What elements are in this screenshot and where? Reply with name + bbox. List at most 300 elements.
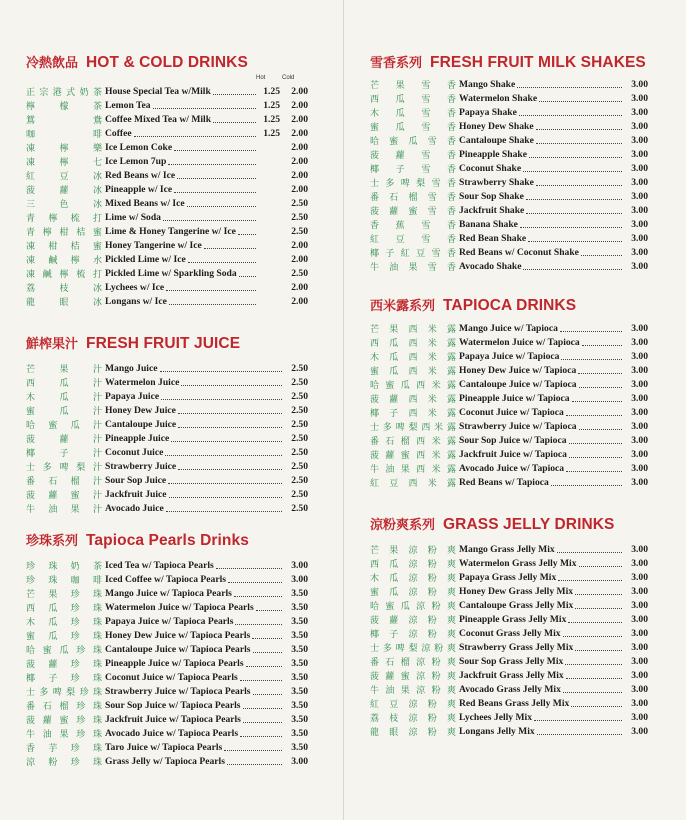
item-name-zh-glyph: 龍 [26, 297, 36, 308]
item-name-zh-glyph: 豆 [389, 699, 399, 710]
item-price: 3.00 [631, 204, 648, 216]
item-name: Strawberry Juice w/ Tapioca [459, 420, 577, 432]
menu-item [370, 640, 648, 654]
item-name-zh-glyph: 菠 [370, 206, 380, 217]
item-name-zh-glyph: 珍 [76, 701, 86, 712]
item-name-zh-glyph: 西 [416, 380, 426, 391]
item-name-zh [370, 627, 456, 640]
cold-price: 2.50 [291, 267, 308, 279]
item-name-zh-glyph: 七 [92, 157, 102, 168]
item-name-zh [26, 432, 102, 445]
item-name-zh [26, 197, 102, 210]
item-name-zh-glyph: 眼 [389, 727, 399, 738]
cold-label: Cold [282, 75, 295, 81]
item-name-zh-glyph: 梨 [416, 178, 426, 189]
item-name: Avocado Grass Jelly Mix [459, 683, 561, 695]
item-name-zh-glyph: 粉 [427, 615, 437, 626]
item-name-zh-glyph: 椰 [370, 164, 380, 175]
item-name-zh-glyph: 珠 [92, 631, 102, 642]
item-name-zh-glyph: 果 [59, 364, 69, 375]
item-price: 3.00 [631, 378, 648, 390]
item-name-zh-glyph: 果 [389, 545, 399, 556]
item-name-zh-glyph: 瓜 [389, 366, 399, 377]
milk-shakes-list [370, 77, 648, 273]
item-name: Coconut Juice w/ Tapioca [459, 406, 564, 418]
item-name-zh-glyph: 油 [385, 685, 395, 696]
item-name-zh-glyph: 西 [408, 366, 418, 377]
dot-leader [566, 471, 622, 472]
menu-item [26, 154, 308, 168]
item-name: Red Beans w/ Coconut Shake [459, 246, 579, 258]
item-name-zh-glyph: 咖 [70, 575, 80, 586]
item-name-zh-glyph: 蜜 [400, 671, 410, 682]
menu-item [26, 168, 308, 182]
item-name: Avocado Juice [105, 502, 164, 514]
item-name-zh-glyph: 芒 [26, 589, 36, 600]
menu-item [26, 224, 308, 238]
item-name-zh-glyph: 梳 [70, 213, 80, 224]
item-name-zh [370, 190, 456, 203]
item-price: 3.00 [631, 627, 648, 639]
item-name-zh-glyph: 正 [26, 87, 36, 98]
tapioca-drinks-header [370, 295, 648, 315]
dot-leader [171, 441, 282, 442]
item-name-zh [370, 406, 456, 419]
item-name-zh [26, 727, 102, 740]
tapioca-drinks-title-zh: 西米露系列 [370, 299, 436, 314]
item-name: Honey Dew Juice w/ Tapioca [459, 364, 577, 376]
dot-leader [160, 371, 283, 372]
menu-item [370, 377, 648, 391]
item-name-zh [370, 585, 456, 598]
dot-leader [581, 255, 622, 256]
menu-item [26, 126, 308, 140]
menu-item [26, 140, 308, 154]
item-name: Lime w/ Soda [105, 211, 161, 223]
item-name-zh-glyph: 士 [370, 422, 380, 433]
cold-price: 2.00 [291, 141, 308, 153]
item-name-zh-glyph: 菠 [26, 715, 36, 726]
item-name-zh-glyph: 瓜 [400, 601, 410, 612]
menu-item [370, 189, 648, 203]
item-name-zh-glyph: 菠 [370, 450, 380, 461]
item-name-zh-glyph: 冰 [92, 199, 102, 210]
menu-item [26, 252, 308, 266]
dot-leader [523, 269, 622, 270]
item-name-zh [26, 99, 102, 112]
item-name-zh-glyph: 米 [427, 366, 437, 377]
milk-shakes-section [370, 52, 648, 273]
menu-item [370, 349, 648, 363]
item-name: Longans Jelly Mix [459, 725, 535, 737]
item-name-zh-glyph: 瓜 [59, 392, 69, 403]
item-name-zh [26, 267, 102, 280]
item-name-zh-glyph: 蜜 [408, 206, 418, 217]
item-name-zh-glyph: 露 [446, 450, 456, 461]
item-price: 3.00 [631, 120, 648, 132]
item-name-zh [370, 134, 456, 147]
item-name-zh-glyph: 啤 [59, 462, 69, 473]
item-name-zh [26, 169, 102, 182]
item-name-zh-glyph: 枝 [59, 283, 69, 294]
item-name: Pineapple Grass Jelly Mix [459, 613, 567, 625]
item-name-zh-glyph: 菠 [370, 150, 380, 161]
dot-leader [169, 497, 282, 498]
item-name-zh-glyph: 蜜 [26, 631, 36, 642]
item-name-zh-glyph: 粉 [427, 727, 437, 738]
item-name: Cantaloupe Shake [459, 134, 534, 146]
dot-leader [517, 87, 622, 88]
item-name: Cantaloupe Grass Jelly Mix [459, 599, 574, 611]
menu-item [26, 403, 308, 417]
item-name-zh-glyph: 子 [395, 164, 405, 175]
item-price: 3.00 [631, 260, 648, 272]
item-name-zh [26, 85, 102, 98]
item-name-zh-glyph: 咖 [26, 129, 36, 140]
grass-jelly-title: GRASS JELLY DRINKS [443, 516, 615, 533]
item-name: Papaya Juice w/ Tapioca Pearls [105, 615, 234, 627]
item-name: Watermelon Juice w/ Tapioca Pearls [105, 601, 254, 613]
item-name-zh-glyph: 露 [446, 366, 456, 377]
item-name-zh-glyph: 豆 [395, 234, 405, 245]
item-name-zh-glyph: 番 [370, 192, 380, 203]
menu-item [26, 473, 308, 487]
dot-leader [238, 234, 256, 235]
menu-item [370, 612, 648, 626]
item-name-zh-glyph: 粉 [427, 573, 437, 584]
item-name-zh-glyph: 西 [408, 408, 418, 419]
dot-leader [565, 664, 622, 665]
dot-leader [178, 469, 282, 470]
item-name: Pineapple Juice w/ Tapioca Pearls [105, 657, 244, 669]
menu-item [26, 600, 308, 614]
menu-item [370, 598, 648, 612]
dot-leader [204, 248, 256, 249]
item-name-zh [370, 683, 456, 696]
item-name-zh-glyph: 檬 [59, 101, 69, 112]
cold-price: 2.00 [291, 295, 308, 307]
menu-item [370, 91, 648, 105]
item-name: Banana Shake [459, 218, 518, 230]
menu-item [370, 433, 648, 447]
item-name-zh-glyph: 香 [446, 206, 456, 217]
item-name-zh [26, 755, 102, 768]
menu-item [370, 175, 648, 189]
item-name-zh-glyph: 石 [385, 657, 395, 668]
item-name-zh [370, 599, 456, 612]
item-name: Sour Sop Juice [105, 474, 167, 486]
item-name-zh-glyph: 檸 [70, 255, 80, 266]
item-name-zh-glyph: 蜜 [370, 366, 380, 377]
item-name-zh-glyph: 珍 [26, 575, 36, 586]
item-name-zh-glyph: 子 [385, 248, 395, 259]
hot-cold-title: HOT & COLD DRINKS [86, 54, 248, 71]
menu-item [26, 112, 308, 126]
dot-leader [575, 608, 622, 609]
dot-leader [187, 206, 256, 207]
item-name-zh-glyph: 凍 [26, 269, 36, 280]
tapioca-pearls-header [26, 530, 308, 550]
item-price: 2.50 [291, 362, 308, 374]
dot-leader [569, 443, 622, 444]
item-name-zh-glyph: 瓜 [389, 352, 399, 363]
item-name-zh-glyph: 西 [408, 338, 418, 349]
dot-leader [526, 213, 622, 214]
dot-leader [572, 401, 622, 402]
item-name-zh-glyph: 奶 [70, 561, 80, 572]
item-name-zh [370, 697, 456, 710]
item-name: Red Beans w/ Tapioca [459, 476, 549, 488]
item-name-zh-glyph: 露 [446, 478, 456, 489]
dot-leader [228, 582, 282, 583]
item-name-zh-glyph: 油 [389, 262, 399, 273]
tapioca-drinks-list [370, 321, 648, 489]
dot-leader [558, 580, 622, 581]
item-name-zh [26, 113, 102, 126]
menu-item [26, 238, 308, 252]
item-name-zh-glyph: 奶 [79, 87, 89, 98]
dot-leader [239, 276, 256, 277]
item-price: 3.00 [631, 162, 648, 174]
item-price: 3.00 [631, 641, 648, 653]
item-name-zh-glyph: 牛 [370, 262, 380, 273]
item-name-zh-glyph: 果 [408, 262, 418, 273]
item-name-zh-glyph: 檸 [48, 213, 58, 224]
item-name: Strawberry Shake [459, 176, 534, 188]
item-name: Coffee Mixed Tea w/ Milk [105, 113, 212, 125]
item-price: 3.50 [291, 671, 308, 683]
item-name-zh [26, 741, 102, 754]
item-name-zh [370, 204, 456, 217]
item-name-zh-glyph: 香 [26, 743, 36, 754]
dot-leader [557, 552, 622, 553]
cold-price: 2.50 [291, 211, 308, 223]
item-name-zh-glyph: 米 [434, 422, 444, 433]
fresh-juice-title-zh: 鮮榨果汁 [26, 337, 79, 352]
item-name-zh-glyph: 芒 [370, 80, 380, 91]
item-name-zh-glyph: 珠 [92, 645, 102, 656]
item-name-zh-glyph: 瓜 [48, 631, 58, 642]
dot-leader [188, 262, 256, 263]
item-name-zh-glyph: 士 [370, 643, 380, 654]
menu-item [370, 119, 648, 133]
dot-leader [575, 650, 622, 651]
dot-leader [579, 387, 622, 388]
item-name-zh-glyph: 蜜 [59, 715, 69, 726]
item-name-zh-glyph: 雪 [427, 262, 437, 273]
menu-item [370, 245, 648, 259]
item-name-zh-glyph: 果 [70, 504, 80, 515]
item-name: Avocado Juice w/ Tapioca [459, 462, 565, 474]
item-name-zh-glyph: 粉 [427, 699, 437, 710]
item-name-zh-glyph: 油 [42, 729, 52, 740]
dot-leader [216, 568, 282, 569]
item-name-zh-glyph: 香 [446, 94, 456, 105]
menu-item [26, 445, 308, 459]
item-name-zh-glyph: 茶 [92, 101, 102, 112]
item-name-zh-glyph: 椰 [370, 629, 380, 640]
item-name-zh-glyph: 西 [26, 378, 36, 389]
item-name: Coffee [105, 127, 132, 139]
item-name-zh-glyph: 粉 [427, 713, 437, 724]
item-name-zh-glyph: 哈 [26, 420, 36, 431]
item-name-zh-glyph: 蘿 [389, 615, 399, 626]
item-name-zh [370, 641, 456, 654]
item-name-zh-glyph: 凍 [26, 241, 36, 252]
item-name-zh-glyph: 香 [446, 122, 456, 133]
item-price: 3.00 [631, 78, 648, 90]
item-name-zh-glyph: 爽 [446, 545, 456, 556]
item-price: 3.00 [631, 406, 648, 418]
item-name-zh-glyph: 香 [446, 262, 456, 273]
item-name-zh-glyph: 汁 [92, 392, 102, 403]
item-name-zh-glyph: 豆 [416, 248, 426, 259]
item-price: 3.00 [631, 557, 648, 569]
item-name-zh-glyph: 瓜 [408, 136, 418, 147]
menu-item [370, 217, 648, 231]
menu-item [370, 77, 648, 91]
item-name-zh-glyph: 果 [395, 80, 405, 91]
menu-item [26, 417, 308, 431]
item-name: Avocado Shake [459, 260, 522, 272]
dot-leader [224, 750, 282, 751]
item-name: Avocado Juice w/ Tapioca Pearls [105, 727, 239, 739]
item-name-zh-glyph: 鴦 [92, 115, 102, 126]
menu-item [26, 501, 308, 515]
item-name-zh-glyph: 露 [446, 464, 456, 475]
item-name-zh-glyph: 石 [48, 476, 58, 487]
item-name-zh-glyph: 蘿 [48, 659, 58, 670]
menu-item [26, 642, 308, 656]
item-name-zh-glyph: 珍 [26, 561, 36, 572]
item-name-zh-glyph: 紅 [370, 234, 380, 245]
item-name: Coconut Shake [459, 162, 522, 174]
item-name-zh-glyph: 打 [92, 269, 102, 280]
item-name: Sour Sop Juice w/ Tapioca Pearls [105, 699, 241, 711]
item-name-zh-glyph: 珍 [76, 729, 86, 740]
item-name-zh-glyph: 珍 [79, 687, 89, 698]
item-name-zh-glyph: 雪 [427, 206, 437, 217]
item-name-zh-glyph: 式 [66, 87, 76, 98]
item-name-zh-glyph: 爽 [446, 713, 456, 724]
item-name-zh [370, 571, 456, 584]
item-name-zh-glyph: 紅 [400, 248, 410, 259]
item-name: Mango Grass Jelly Mix [459, 543, 555, 555]
item-name-zh-glyph: 爽 [446, 615, 456, 626]
item-name-zh [26, 699, 102, 712]
dot-leader [561, 359, 622, 360]
item-name-zh-glyph: 雪 [427, 136, 437, 147]
item-name-zh [370, 725, 456, 738]
item-name-zh [370, 711, 456, 724]
menu-item [370, 475, 648, 489]
item-price: 2.50 [291, 488, 308, 500]
item-name-zh [370, 448, 456, 461]
item-name-zh-glyph: 雪 [421, 234, 431, 245]
item-name-zh [26, 390, 102, 403]
item-name-zh-glyph: 龍 [370, 727, 380, 738]
item-name-zh [370, 476, 456, 489]
item-price: 3.50 [291, 699, 308, 711]
item-name-zh [370, 434, 456, 447]
menu-item [370, 133, 648, 147]
item-name-zh-glyph: 涼 [416, 671, 426, 682]
item-name: Jackfruit Shake [459, 204, 525, 216]
menu-item [370, 203, 648, 217]
item-name: Papaya Shake [459, 106, 517, 118]
item-name-zh [26, 643, 102, 656]
item-name-zh-glyph: 蘿 [59, 185, 69, 196]
item-price: 3.00 [631, 543, 648, 555]
item-name-zh-glyph: 西 [408, 324, 418, 335]
item-name-zh-glyph: 香 [446, 220, 456, 231]
item-name-zh-glyph: 榴 [59, 701, 69, 712]
item-name-zh [26, 615, 102, 628]
item-name: Mixed Beans w/ Ice [105, 197, 185, 209]
item-name-zh-glyph: 汁 [92, 434, 102, 445]
item-name-zh-glyph: 珍 [70, 617, 80, 628]
item-name-zh-glyph: 米 [427, 338, 437, 349]
item-name-zh-glyph: 港 [52, 87, 62, 98]
menu-item [370, 363, 648, 377]
item-name: Mango Shake [459, 78, 516, 90]
item-name: Jackfruit Grass Jelly Mix [459, 669, 564, 681]
item-name-zh [26, 587, 102, 600]
item-name-zh-glyph: 芒 [26, 364, 36, 375]
item-name-zh-glyph: 露 [446, 352, 456, 363]
item-name-zh [370, 364, 456, 377]
item-name-zh-glyph: 椰 [370, 248, 380, 259]
menu-item [26, 98, 308, 112]
item-name-zh-glyph: 香 [446, 178, 456, 189]
item-name-zh [370, 232, 456, 245]
menu-item [26, 740, 308, 754]
item-name-zh-glyph: 果 [59, 729, 69, 740]
item-name-zh [370, 162, 456, 175]
item-name-zh [26, 488, 102, 501]
item-name: Taro Juice w/ Tapioca Pearls [105, 741, 223, 753]
item-price: 2.50 [291, 432, 308, 444]
item-price: 3.00 [631, 655, 648, 667]
item-name-zh-glyph: 瓜 [48, 617, 58, 628]
menu-item [26, 375, 308, 389]
item-name-zh-glyph: 西 [416, 436, 426, 447]
item-name-zh-glyph: 涼 [416, 657, 426, 668]
item-price: 3.00 [631, 571, 648, 583]
item-name-zh-glyph: 粉 [431, 671, 441, 682]
item-name-zh-glyph: 子 [389, 408, 399, 419]
item-price: 3.00 [631, 232, 648, 244]
item-name-zh-glyph: 瓜 [70, 420, 80, 431]
item-name-zh-glyph: 茶 [92, 87, 102, 98]
item-name-zh-glyph: 蜜 [370, 122, 380, 133]
menu-item [26, 280, 308, 294]
item-name-zh-glyph: 西 [421, 422, 431, 433]
item-name-zh-glyph: 豆 [59, 171, 69, 182]
item-name-zh-glyph: 涼 [408, 545, 418, 556]
item-name-zh [370, 655, 456, 668]
item-name-zh-glyph: 冰 [92, 297, 102, 308]
item-name-zh-glyph: 西 [408, 478, 418, 489]
item-price: 3.00 [631, 364, 648, 376]
grass-jelly-list [370, 542, 648, 738]
item-name-zh [26, 211, 102, 224]
item-name-zh-glyph: 冰 [92, 171, 102, 182]
tapioca-pearls-section [26, 530, 308, 768]
item-name-zh-glyph: 珍 [70, 589, 80, 600]
item-name-zh-glyph: 蘿 [385, 671, 395, 682]
item-name-zh-glyph: 石 [389, 192, 399, 203]
